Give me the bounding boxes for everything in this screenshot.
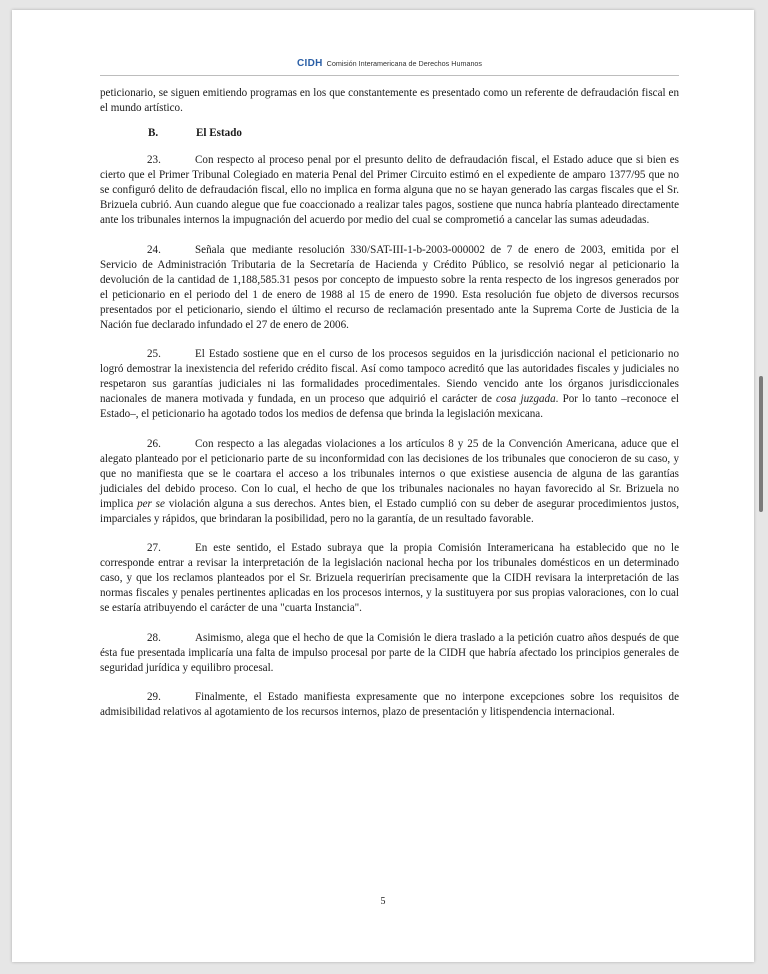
cidh-logo: CIDH [296,58,323,69]
paragraph-26 [100,437,679,527]
paragraph-29 [100,690,679,720]
paragraph-number: 28. [147,631,161,644]
document-body [100,86,679,720]
paragraph-text: Con respecto al proceso penal por el presunto delito de defraudación fiscal, el Estado aduce que si bien es cierto que el Primer Tribunal Colegiado en materia Penal del Primer Circuito estimó en el expediente de amparo 1377/95 que no se configuró delito de defraudación fiscal, ello no implica en forma alguna que no se hayan generado las cargas fiscales que el Sr. Brizuela cubrió. Aun cuando alegue que fue coaccionado a realizar tales pagos, sostiene que nunca habría planteado directamente ante los tribunales internos la impugnación del acuerdo por medio del cual se comprometió a cancelar las sumas adeudadas. [100,154,679,226]
paragraph-text-b: violación alguna a sus derechos. Antes bien, el Estado cumplió con su deber de asegurar procedimientos justos, imparciales y rápidos, que brindaran la posibilidad, pero no la garantía, de un resultado favorable. [100,497,680,525]
paragraph-number: 25. [147,348,161,360]
paragraph-text: Señala que mediante resolución 330/SAT-III-1-b-2003-000002 de 7 de enero de 2003, emitida por el Servicio de Administración Tributaria de la Secretaría de Hacienda y Crédito Público, se resolvió negar al peticionario la devolución de la cantidad de 1,188,585.31 pesos por concepto de impuesto sobre la renta respecto de los ingresos generados por el peticionario en el periodo del 1 de enero de 1988 al 15 de enero de 1990. Esta resolución fue objeto de diversos recursos presentados por el peticionario, siendo el último el recurso de reclamación presentado ante la Suprema Corte de Justicia de la Nación fue declarado infundado el 27 de enero de 2006. [100,243,679,331]
continuation-paragraph: peticionario, se siguen emitiendo programas en los que constantemente es presentado como un referente de defraudación fiscal en el mundo artístico. [100,87,679,114]
page-number: 5 [380,896,386,907]
paragraph-emphasis: cosa juzgada [496,393,556,405]
header-brand [297,58,482,69]
paragraph-number: 24. [147,243,161,256]
paragraph-emphasis: per se [137,497,165,510]
paragraph-text-a: Con respecto a las alegadas violaciones a los artículos 8 y 25 de la Convención Americana, aduce que el alegato planteado por el peticionario parte de su inconformidad con las decisiones de los tribunales que conocieron de su caso, y que no manifiesta que se le coartara el acceso a los tribunales internos o que existiese ausencia de alguna de las garantías judiciales del debido proceso. Con lo cual, el hecho de que los tribunales nacionales no hayan favorecido al Sr. Brizuela no implica [100,437,679,510]
paragraph-text: Finalmente, el Estado manifiesta expresamente que no interpone excepciones sobre los requisitos de admisibilidad relativos al agotamiento de los recursos internos, plazo de presentación y litispendencia internacional. [100,691,679,718]
paragraph-27 [100,541,679,616]
organization-name: Comisión Interamericana de Derechos Humanos [326,59,483,68]
section-letter: B. [148,127,159,139]
section-title: El Estado [196,127,242,139]
paragraph-text-a: El Estado sostiene que en el curso de los procesos seguidos en la jurisdicción nacional el peticionario no logró demostrar la inexistencia del referido crédito fiscal. Así como tampoco acreditó que las autoridades fiscales y judiciales no respetaron sus garantías judiciales ni las formalidades procedimentales. Siendo vencido ante los órganos jurisdiccionales nacionales de manera motivada y fundada, en un proceso que adquirió el carácter de [100,348,679,405]
paragraph-number: 29. [147,691,161,703]
paragraph-28 [100,631,679,676]
scrollbar-thumb[interactable] [759,376,763,512]
paragraph-25 [100,347,679,422]
paragraph-24 [100,243,679,333]
paragraph-text-b: . Por lo tanto –reconoce el Estado–, el peticionario ha agotado todos los medios de defensa que brinda la legislación mexicana. [100,393,679,420]
paragraph-text: En este sentido, el Estado subraya que la propia Comisión Interamericana ha establecido que no le corresponde entrar a revisar la interpretación de la legislación nacional hecha por los tribunales domésticos en un determinado caso, y que los reclamos planteados por el Sr. Brizuela requerirían precisamente que la CIDH revisara la interpretación de las normas fiscales y penales pertinentes aplicadas en los procesos internos, y la sustituyera por sus propias valoraciones, con lo cual se estaría atribuyendo el carácter de una "cuarta Instancia". [100,542,679,614]
section-heading [148,126,679,141]
paragraph-number: 27. [147,542,161,554]
page-footer [12,896,754,907]
document-page [12,10,754,962]
paragraph-number: 23. [147,154,161,166]
paragraph-23 [100,153,679,228]
paragraph-number: 26. [147,437,161,450]
page-header [100,10,679,76]
paragraph-text: Asimismo, alega que el hecho de que la Comisión le diera traslado a la petición cuatro años después de que ésta fue presentada implicaría una falta de impulso procesal por parte de la CIDH que habría afectado los principios generales de seguridad jurídica y equilibro procesal. [100,631,679,674]
